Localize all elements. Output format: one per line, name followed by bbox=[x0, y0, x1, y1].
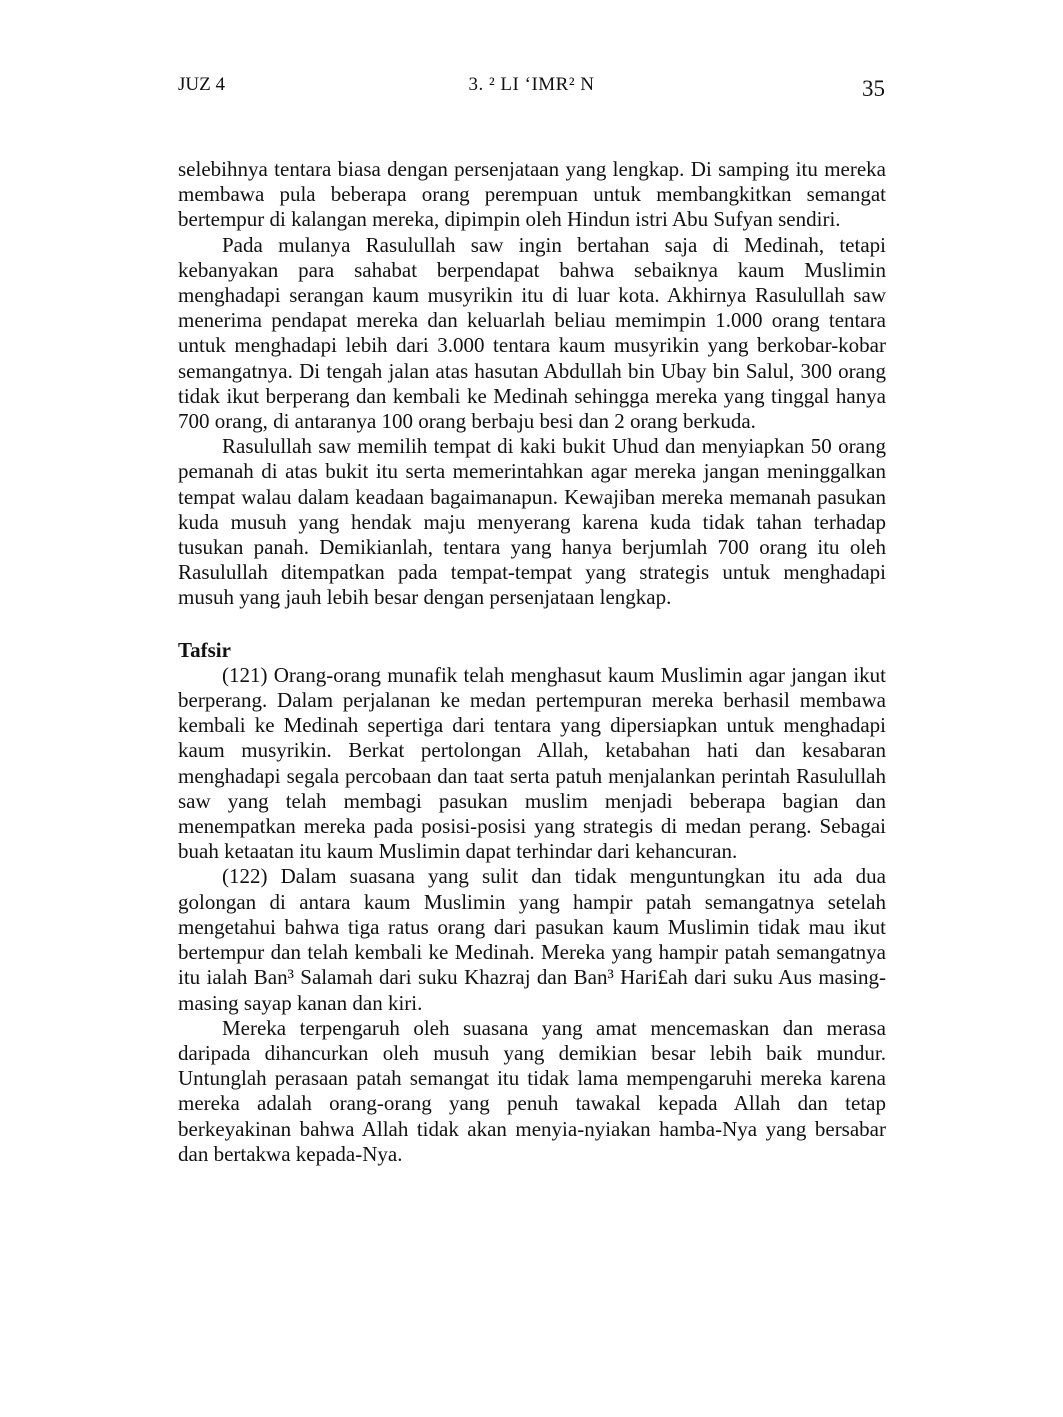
paragraph-continuation: selebihnya tentara biasa dengan persenjataan yang lengkap. Di samping itu mereka membawa pula beberapa orang perempuan untuk membangkitkan semangat bertempur di kalangan mereka, dipimpin oleh Hindun istri Abu Sufyan sendiri. bbox=[178, 157, 886, 232]
running-header bbox=[178, 72, 885, 104]
main-text bbox=[178, 157, 886, 1167]
paragraph-tafsir-122: (122) Dalam suasana yang sulit dan tidak menguntungkan itu ada dua golongan di antara kaum Muslimin yang hampir patah semangatnya setelah mengetahui bahwa tiga ratus orang dari pasukan kaum Muslimin tidak mau ikut bertempur dan telah kembali ke Medinah. Mereka yang hampir patah semangatnya itu ialah Ban³ Salamah dari suku Khazraj dan Ban³ Hari£ah dari suku Aus masing-masing sayap kanan dan kiri. bbox=[178, 864, 886, 1015]
paragraph-tafsir-121: (121) Orang-orang munafik telah menghasut kaum Muslimin agar jangan ikut berperang. Dalam perjalanan ke medan pertempuran mereka berhasil membawa kembali ke Medinah sepertiga dari tentara yang dipersiapkan untuk menghadapi kaum musyrikin. Berkat pertolongan Allah, ketabahan hati dan kesabaran menghadapi segala percobaan dan taat serta patuh menjalankan perintah Rasulullah saw yang telah membagi pasukan muslim menjadi beberapa bagian dan menempatkan mereka pada posisi-posisi yang strategis di medan perang. Sebagai buah ketaatan itu kaum Muslimin dapat terhindar dari kehancuran. bbox=[178, 662, 886, 864]
paragraph-medinah: Pada mulanya Rasulullah saw ingin bertahan saja di Medinah, tetapi kebanyakan para sahabat berpendapat bahwa sebaiknya kaum Muslimin menghadapi serangan kaum musyrikin itu di luar kota. Akhirnya Rasulullah saw menerima pendapat mereka dan keluarlah beliau memimpin 1.000 orang tentara untuk menghadapi lebih dari 3.000 tentara kaum musyrikin yang berkobar-kobar semangatnya. Di tengah jalan atas hasutan Abdullah bin Ubay bin Salul, 300 orang tidak ikut berperang dan kembali ke Medinah sehingga mereka yang tinggal hanya 700 orang, di antaranya 100 orang berbaju besi dan 2 orang berkuda. bbox=[178, 232, 886, 434]
surah-title: 3. ² LI ‘IMR² N bbox=[468, 74, 595, 95]
paragraph-uhud: Rasulullah saw memilih tempat di kaki bukit Uhud dan menyiapkan 50 orang pemanah di atas bukit itu serta memerintahkan agar mereka jangan meninggalkan tempat walau dalam keadaan bagaimanapun. Kewajiban mereka memanah pasukan kuda musuh yang hendak maju menyerang karena kuda tidak tahan terhadap tusukan panah. Demikianlah, tentara yang hanya berjumlah 700 orang itu oleh Rasulullah ditempatkan pada tempat-tempat yang strategis untuk menghadapi musuh yang jauh lebih besar dengan persenjataan lengkap. bbox=[178, 434, 886, 610]
paragraph-tafsir-closing: Mereka terpengaruh oleh suasana yang amat mencemaskan dan merasa daripada dihancurkan oleh musuh yang demikian besar lebih baik mundur. Untunglah perasaan patah semangat itu tidak lama mempengaruhi mereka karena mereka adalah orang-orang yang penuh tawakal kepada Allah dan tetap berkeyakinan bahwa Allah tidak akan menyia-nyiakan hamba-Nya yang bersabar dan bertakwa kepada-Nya. bbox=[178, 1015, 886, 1166]
section-heading-tafsir: Tafsir bbox=[178, 637, 231, 662]
page-number: 35 bbox=[862, 76, 885, 101]
juz-label: JUZ 4 bbox=[178, 74, 225, 95]
